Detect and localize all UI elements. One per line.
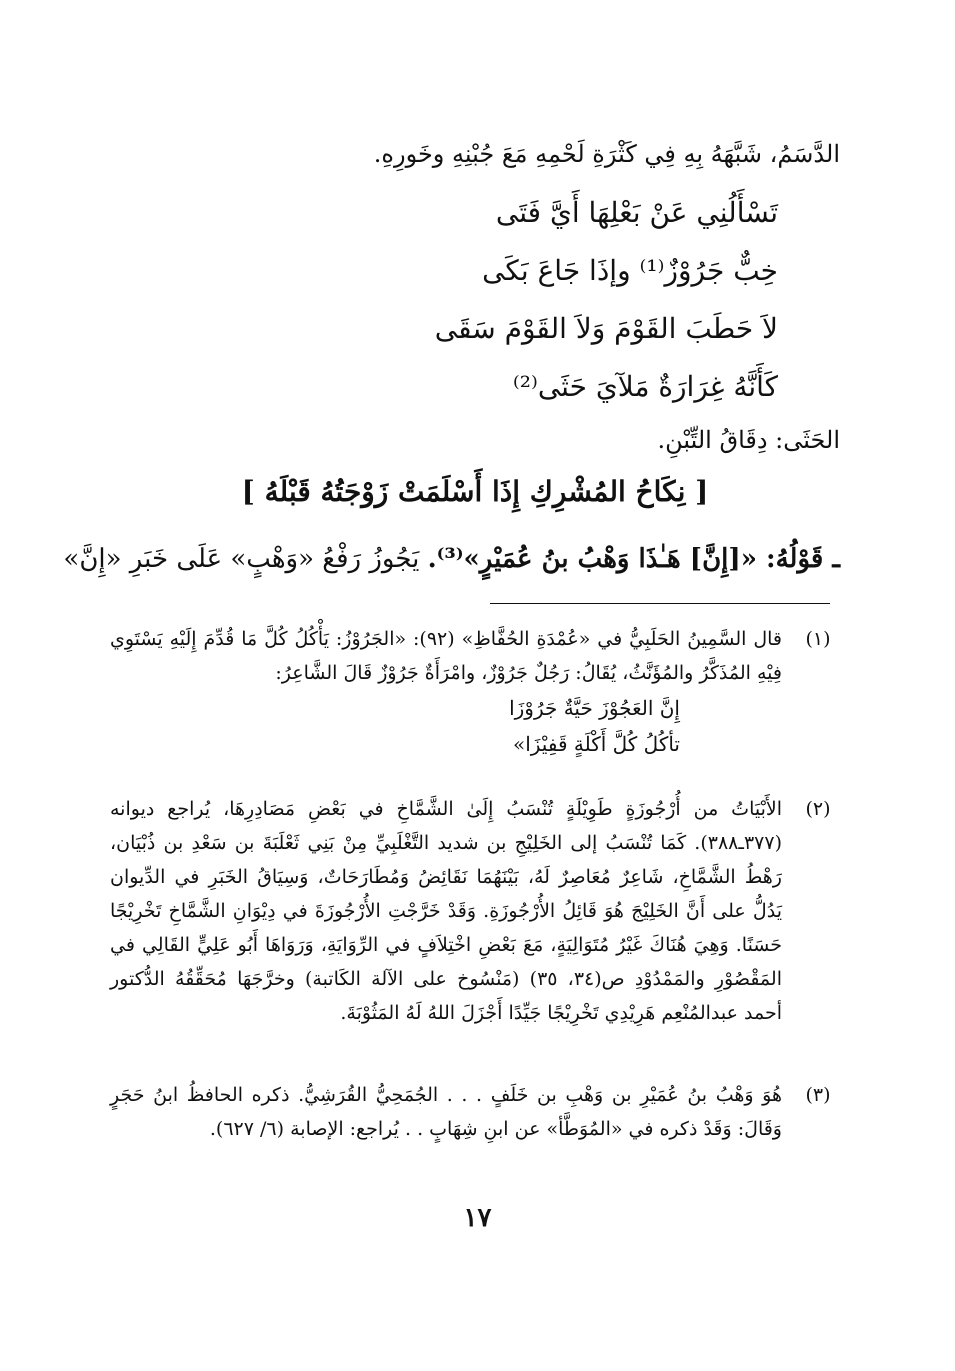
footnote-poem-line-2: تأكُلُ كُلَّ أَكْلَةٍ قَفِيْزَا» [512, 732, 680, 756]
quote-lead: ـ قَوْلُهُ: «[إِنَّ] هَـٰذَا وَهْبُ بنُ عُمَيْرٍ»⁽³⁾. [427, 544, 840, 574]
quote-rest: يَجُوزُ رَفْعُ «وَهْبٍ» عَلَى خَبَرِ «إِنَّ» [63, 544, 420, 574]
page-number: ١٧ [463, 1203, 492, 1233]
quote-line [63, 544, 840, 574]
gloss-line: الحَثَى: دِقَاقُ التِّبْنِ. [657, 426, 840, 454]
footnote-text: الأَبْيَاتُ من أُرْجُوزَةٍ طَوِيْلَةٍ تُنْسَبُ إِلَىٰ الشَّمَّاخِ في بَعْضِ مَصَادِرِهَا، يُراجع ديوانه (٣٧٧ـ٣٨٨). كَمَا تُنْسَبُ إلى الخَلِيْجِ بن شديد التَّغْلَبِيِّ مِنْ بَنِي ثَعْلَبَةَ بن سَعْدِ بن ذُبْيَان، رَهْطُ الشَّمَّاخِ، شَاعِرٌ مُعَاصِرٌ لَهُ، بَيْنَهُمَا نَقَائِضُ وَمُطَارَحَاتٌ، وَسِيَاقُ الخَبَرِ في الدِّيوان يَدُلُّ على أَنَّ الخَلِيْجَ هُوَ قَائِلُ الأُرْجُوزَةِ. وَقَدْ خَرَّجْتِ الأُرْجُوزَةَ في دِيْوَانِ الشَّمَّاخِ تَخْرِيْجًا حَسَنًا. وَهِيَ هُنَاكَ غَيْرُ مُتَوَالِيَةٍ، مَعَ بَعْضِ اخْتِلاَفٍ في الرِّوَايَةِ، وَرَوَاهَا أَبُو عَلِيٍّ القَالِي في المَقْصُوْرِ والمَمْدُوْدِ ص(٣٤، ٣٥) (مَنْسُوخ على الآلة الكَاتبة) وخرَّجَهَا مُحَقِّقُهُ الدُّكتور أحمد عبدالمُنْعِم هَرِيْدِي تَخْرِيْجًا جَيِّدًا أَجْزَلَ اللهُ لَهُ المَثُوْبَةَ. [110, 798, 782, 1024]
verse-line-4: كَأَنَّهُ غِرَارَةٌ مَلآيَ حَثَى⁽²⁾ [512, 370, 778, 403]
verse-line-1: تَسْأَلُنِي عَنْ بَعْلِهَا أَيَّ فَتَى [495, 196, 778, 229]
footnote-1 [110, 622, 840, 762]
footnote-2 [110, 792, 840, 1030]
footnote-text: قال السَّمِينُ الحَلَبِيُّ في «عُمْدَةِ الحُفَّاظِ» (٩٢): «الجَرُوْزُ: يَأْكُلُ كُلَّ مَا قُدِّمَ إِلَيْهِ يَسْتَوِي فِيْهِ المُذَكَّرُ والمُؤَنَّثُ، يُقَالُ: رَجُلٌ جَرُوْزٌ، وامْرَأَةٌ جَرُوْزٌ قَالَ الشَّاعِرُ: [110, 628, 782, 684]
section-heading: [ نِكَاحُ المُشْرِكِ إِذَا أَسْلَمَتْ زَوْجَتُهُ قَبْلَهُ ] [241, 475, 709, 508]
intro-line: الدَّسَمُ، شَبَّهَهُ بِهِ فِي كَثْرَةِ لَحْمِهِ مَعَ جُبْنِهِ وخَورِهِ. [373, 140, 840, 168]
footnote-poem-line-1: إِنَّ العَجُوْزَ حَيَّةٌ جَرُوْزَا [509, 696, 680, 720]
verse-line-3: لاَ حَطَبَ القَوْمَ وَلاَ القَوْمَ سَقَى [434, 312, 778, 345]
footnote-number: (٢) [805, 798, 831, 820]
footnote-text: هُوَ وَهْبُ بنُ عُمَيْرِ بن وَهْبِ بن خَلَفٍ . . . الجُمَحِيُّ القُرَشِيُّ. ذكره الحافظُ ابنُ حَجَرٍ وَقَالَ: وَقَدْ ذكره في «المُوَطَّأ» عن ابنِ شِهَابٍ . . يُراجع: الإصابة (٦/ ٦٢٧). [110, 1084, 782, 1140]
verse-line-2: خِبٌّ جَرُوْزٌ⁽¹⁾ وإذَا جَاعَ بَكَى [482, 254, 778, 287]
footnote-number: (٣) [805, 1084, 831, 1106]
footnote-3 [110, 1078, 840, 1146]
footnote-number: (١) [805, 628, 831, 650]
footnote-separator [490, 603, 830, 604]
